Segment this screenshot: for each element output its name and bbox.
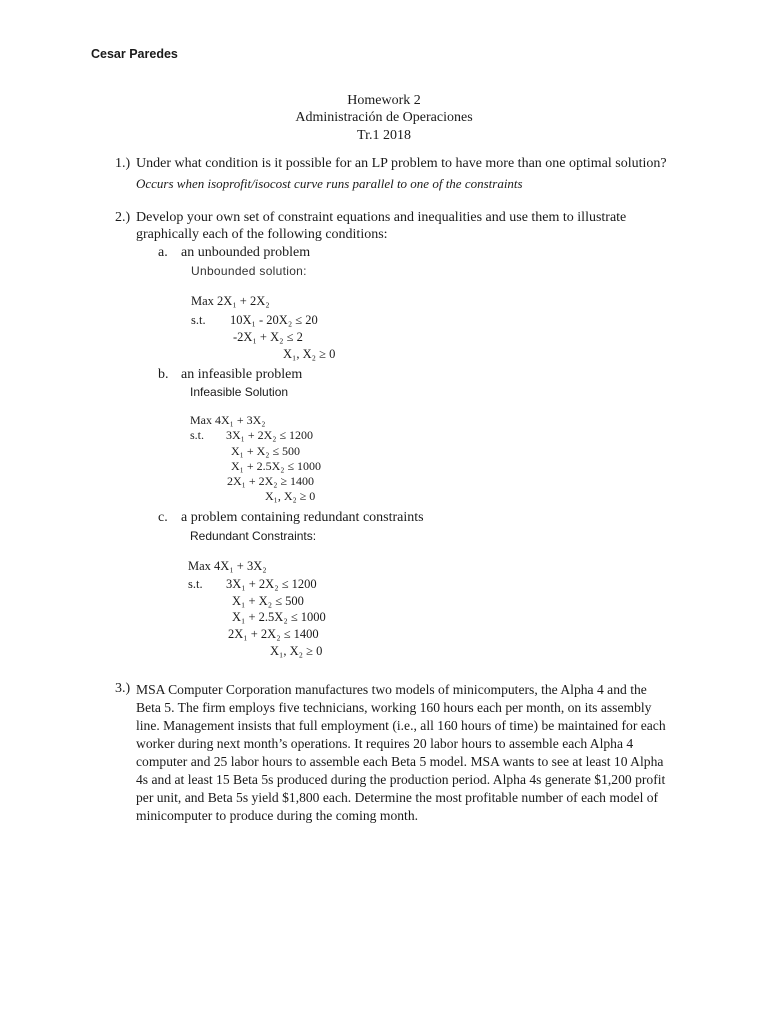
- question-3-number: 3.): [115, 681, 131, 696]
- infeasible-constraint-2: X₁ + X₂ ≤ 500: [231, 444, 301, 458]
- question-2: [0, 209, 768, 249]
- subquestion-b: [158, 367, 458, 385]
- author-name: Cesar Paredes: [91, 47, 178, 61]
- infeasible-nonnegativity: X₁, X₂ ≥ 0: [265, 489, 316, 503]
- question-1-text: Under what condition is it possible for an LP problem to have more than one optimal solution?: [136, 156, 667, 171]
- subquestion-b-label: b.: [158, 367, 169, 382]
- question-2-text-line1: Develop your own set of constraint equations and inequalities and use them to illustrate: [136, 210, 627, 225]
- unbounded-constraint-1: 10X₁ - 20X₂ ≤ 20: [230, 313, 318, 327]
- infeasible-objective: Max 4X₁ + 3X₂: [190, 413, 266, 427]
- subquestion-a-text: an unbounded problem: [181, 245, 311, 260]
- subquestion-c: [158, 510, 478, 528]
- redundant-constraint-2: X₁ + X₂ ≤ 500: [232, 594, 304, 608]
- redundant-constraint-1: 3X₁ + 2X₂ ≤ 1200: [226, 577, 317, 591]
- question-2-text-line2: graphically each of the following conditions:: [136, 227, 388, 242]
- unbounded-title: Unbounded solution:: [191, 264, 307, 278]
- question-3-line: minicomputer to produce during the coming month.: [136, 808, 419, 823]
- redundant-constraint-3: X₁ + 2.5X₂ ≤ 1000: [232, 610, 326, 624]
- redundant-st: s.t.: [188, 577, 203, 591]
- infeasible-constraint-4: 2X₁ + 2X₂ ≥ 1400: [227, 474, 315, 488]
- redundant-objective: Max 4X₁ + 3X₂: [188, 559, 267, 573]
- course-name: Administración de Operaciones: [295, 110, 473, 125]
- question-3-line: line. Management insists that full employment (i.e., all 160 hours of time) be maintained for each: [136, 718, 666, 733]
- question-3-line: Beta 5. The firm employs five technicians, working 160 hours each per month, on its assembly: [136, 700, 652, 715]
- term: Tr.1 2018: [357, 128, 411, 143]
- question-3-line: MSA Computer Corporation manufactures two models of minicomputers, the Alpha 4 and the: [136, 682, 647, 697]
- infeasible-constraint-3: X₁ + 2.5X₂ ≤ 1000: [231, 459, 322, 473]
- infeasible-title: Infeasible Solution: [190, 385, 289, 399]
- subquestion-a-label: a.: [158, 245, 168, 260]
- unbounded-constraint-2: -2X₁ + X₂ ≤ 2: [233, 330, 303, 344]
- subquestion-b-text: an infeasible problem: [181, 367, 303, 382]
- question-3-text: [136, 681, 676, 825]
- redundant-constraint-4: 2X₁ + 2X₂ ≤ 1400: [228, 627, 319, 641]
- question-2-number: 2.): [115, 210, 131, 225]
- unbounded-st: s.t.: [191, 313, 206, 327]
- question-3-line: per unit, and Beta 5s yield $1,800 each. Determine the most profitable number of each model of: [136, 790, 659, 805]
- unbounded-nonnegativity: X₁, X₂ ≥ 0: [283, 347, 336, 361]
- question-1-answer: Occurs when isoprofit/isocost curve runs parallel to one of the constraints: [136, 176, 523, 191]
- redundant-title: Redundant Constraints:: [190, 529, 317, 543]
- question-3-line: worker during next month’s operations. It requires 20 labor hours to assemble each Alpha 4: [136, 736, 634, 751]
- subquestion-c-text: a problem containing redundant constraints: [181, 510, 424, 525]
- unbounded-objective: Max 2X₁ + 2X₂: [191, 294, 270, 308]
- question-3-line: 4s and at least 15 Beta 5s produced during the production period. Alpha 4s generate $1,200 profit: [136, 772, 666, 787]
- homework-title: Homework 2: [347, 93, 421, 108]
- infeasible-st: s.t.: [190, 428, 205, 442]
- infeasible-constraint-1: 3X₁ + 2X₂ ≤ 1200: [226, 428, 314, 442]
- subquestion-a: [158, 245, 458, 263]
- question-1-number: 1.): [115, 156, 131, 171]
- question-3-line: computer and 25 labor hours to assemble each Beta 5 model. MSA wants to see at least 10 Alpha: [136, 754, 664, 769]
- redundant-nonnegativity: X₁, X₂ ≥ 0: [270, 644, 323, 658]
- subquestion-c-label: c.: [158, 510, 168, 525]
